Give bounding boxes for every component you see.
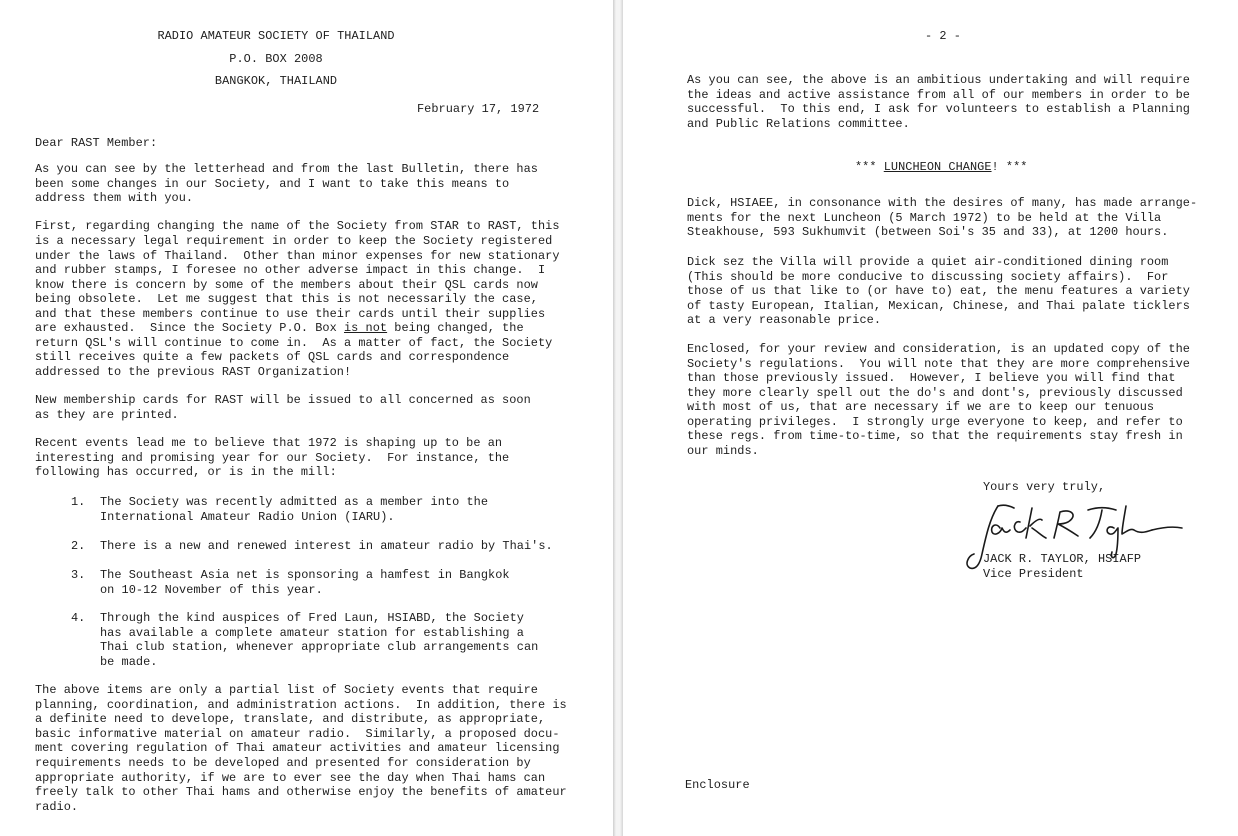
text-line: of tasty European, Italian, Mexican, Chinese, and Thai palate ticklers: [687, 299, 1190, 313]
text-line: appropriate authority, if we are to ever see the day when Thai hams can: [35, 771, 546, 785]
text-line: with most of us, that are necessary if we are to keep our tenuous: [687, 400, 1155, 414]
text-line: and Public Relations committee.: [687, 117, 910, 131]
text-line: addressed to the previous RAST Organization!: [35, 365, 352, 379]
heading-text: LUNCHEON CHANGE: [883, 160, 992, 174]
list-item: Through the kind auspices of Fred Laun, HSIABD, the Society: [100, 611, 524, 625]
text-line: being obsolete. Let me suggest that this is not necessarily the case,: [35, 292, 538, 306]
text-line: and that these members continue to use their cards until their supplies: [35, 307, 546, 321]
page-gutter: [613, 0, 623, 836]
list-item: Thai club station, whenever appropriate club arrangements can: [100, 640, 539, 654]
text-line: As you can see by the letterhead and from the last Bulletin, there has: [35, 162, 538, 176]
text-line: freely talk to other Thai hams and otherwise enjoy the benefits of amateur: [35, 785, 567, 799]
list-item: The Southeast Asia net is sponsoring a hamfest in Bangkok: [100, 568, 510, 582]
text-line: been some changes in our Society, and I want to take this means to: [35, 177, 510, 191]
text-line: under the laws of Thailand. Other than minor expenses for new stationary: [35, 249, 560, 263]
text-line: ments for the next Luncheon (5 March 1972) to be held at the Villa: [687, 211, 1162, 225]
letter-page-1: [0, 0, 613, 836]
list-item: on 10-12 November of this year.: [100, 583, 323, 597]
luncheon-heading: [855, 160, 1027, 175]
text-line: (This should be more conducive to discussing society affairs). For: [687, 270, 1169, 284]
text-line: radio.: [35, 800, 79, 814]
text-line: a definite need to develope, translate, and distribute, as appropriate,: [35, 712, 546, 726]
text-line: [35, 321, 524, 336]
signatory-name: JACK R. TAYLOR, HSIAFP: [983, 552, 1142, 566]
page-number: - 2 -: [925, 29, 961, 43]
text-line: The above items are only a partial list of Society events that require: [35, 683, 538, 697]
text-line: than those previously issued. However, I believe you will find that: [687, 371, 1176, 385]
list-item: There is a new and renewed interest in amateur radio by Thai's.: [100, 539, 553, 553]
underlined-text: is not: [343, 321, 388, 335]
text-line: those of us that like to (or have to) eat, the menu features a variety: [687, 284, 1190, 298]
text-line: address them with you.: [35, 191, 194, 205]
list-number: 4.: [71, 611, 86, 625]
text-line: As you can see, the above is an ambitious undertaking and will require: [687, 73, 1190, 87]
text-line: Enclosed, for your review and consideration, is an updated copy of the: [687, 342, 1190, 356]
text-line: ment covering regulation of Thai amateur activities and amateur licensing: [35, 741, 560, 755]
text-line: still receives quite a few packets of QSL cards and correspondence: [35, 350, 510, 364]
text-line: interesting and promising year for our Society. For instance, the: [35, 451, 510, 465]
letterhead-society-name: RADIO AMATEUR SOCIETY OF THAILAND: [157, 29, 395, 43]
text-segment: being changed, the: [387, 321, 524, 335]
text-line: planning, coordination, and administration actions. In addition, there is: [35, 698, 567, 712]
list-item: be made.: [100, 655, 158, 669]
list-item: International Amateur Radio Union (IARU).: [100, 510, 395, 524]
letterhead-po-box: P.O. BOX 2008: [229, 52, 323, 66]
salutation: Dear RAST Member:: [35, 136, 158, 150]
letterhead-city: BANGKOK, THAILAND: [214, 74, 338, 88]
enclosure-note: Enclosure: [685, 778, 750, 792]
text-line: basic informative material on amateur radio. Similarly, a proposed docu-: [35, 727, 560, 741]
text-line: following has occurred, or is in the mill:: [35, 465, 337, 479]
text-line: know there is concern by some of the members about their QSL cards now: [35, 278, 538, 292]
text-line: Recent events lead me to believe that 1972 is shaping up to be an: [35, 436, 503, 450]
list-item: has available a complete amateur station for establishing a: [100, 626, 524, 640]
text-line: Society's regulations. You will note that they are more comprehensive: [687, 357, 1190, 371]
handwritten-signature: [960, 498, 1190, 578]
heading-stars: ***: [855, 160, 884, 174]
list-number: 2.: [71, 539, 86, 553]
text-line: our minds.: [687, 444, 759, 458]
text-line: First, regarding changing the name of the Society from STAR to RAST, this: [35, 219, 560, 233]
text-line: Dick sez the Villa will provide a quiet air-conditioned dining room: [687, 255, 1169, 269]
list-number: 3.: [71, 568, 86, 582]
closing: Yours very truly,: [983, 480, 1106, 494]
text-line: as they are printed.: [35, 408, 179, 422]
text-line: successful. To this end, I ask for volunteers to establish a Planning: [687, 102, 1190, 116]
text-line: they more clearly spell out the do's and dont's, previously discussed: [687, 386, 1183, 400]
text-line: operating privileges. I strongly urge everyone to keep, and refer to: [687, 415, 1183, 429]
text-line: at a very reasonable price.: [687, 313, 882, 327]
heading-stars: ! ***: [991, 160, 1028, 174]
list-item: The Society was recently admitted as a member into the: [100, 495, 489, 509]
text-line: the ideas and active assistance from all of our members in order to be: [687, 88, 1190, 102]
text-line: these regs. from time-to-time, so that the requirements stay fresh in: [687, 429, 1183, 443]
text-segment: are exhausted. Since the Society P.O. Box: [35, 321, 344, 335]
text-line: return QSL's will continue to come in. As a matter of fact, the Society: [35, 336, 553, 350]
letter-page-2: [623, 0, 1238, 836]
text-line: is a necessary legal requirement in order to keep the Society registered: [35, 234, 553, 248]
text-line: requirements needs to be developed and presented for consideration by: [35, 756, 531, 770]
text-line: Dick, HSIAEE, in consonance with the desires of many, has made arrange-: [687, 196, 1198, 210]
text-line: and rubber stamps, I foresee no other adverse impact in this change. I: [35, 263, 546, 277]
signatory-title: Vice President: [983, 567, 1084, 581]
text-line: Steakhouse, 593 Sukhumvit (between Soi's 35 and 33), at 1200 hours.: [687, 225, 1169, 239]
text-line: New membership cards for RAST will be issued to all concerned as soon: [35, 393, 531, 407]
list-number: 1.: [71, 495, 86, 509]
letter-date: February 17, 1972: [417, 102, 540, 116]
